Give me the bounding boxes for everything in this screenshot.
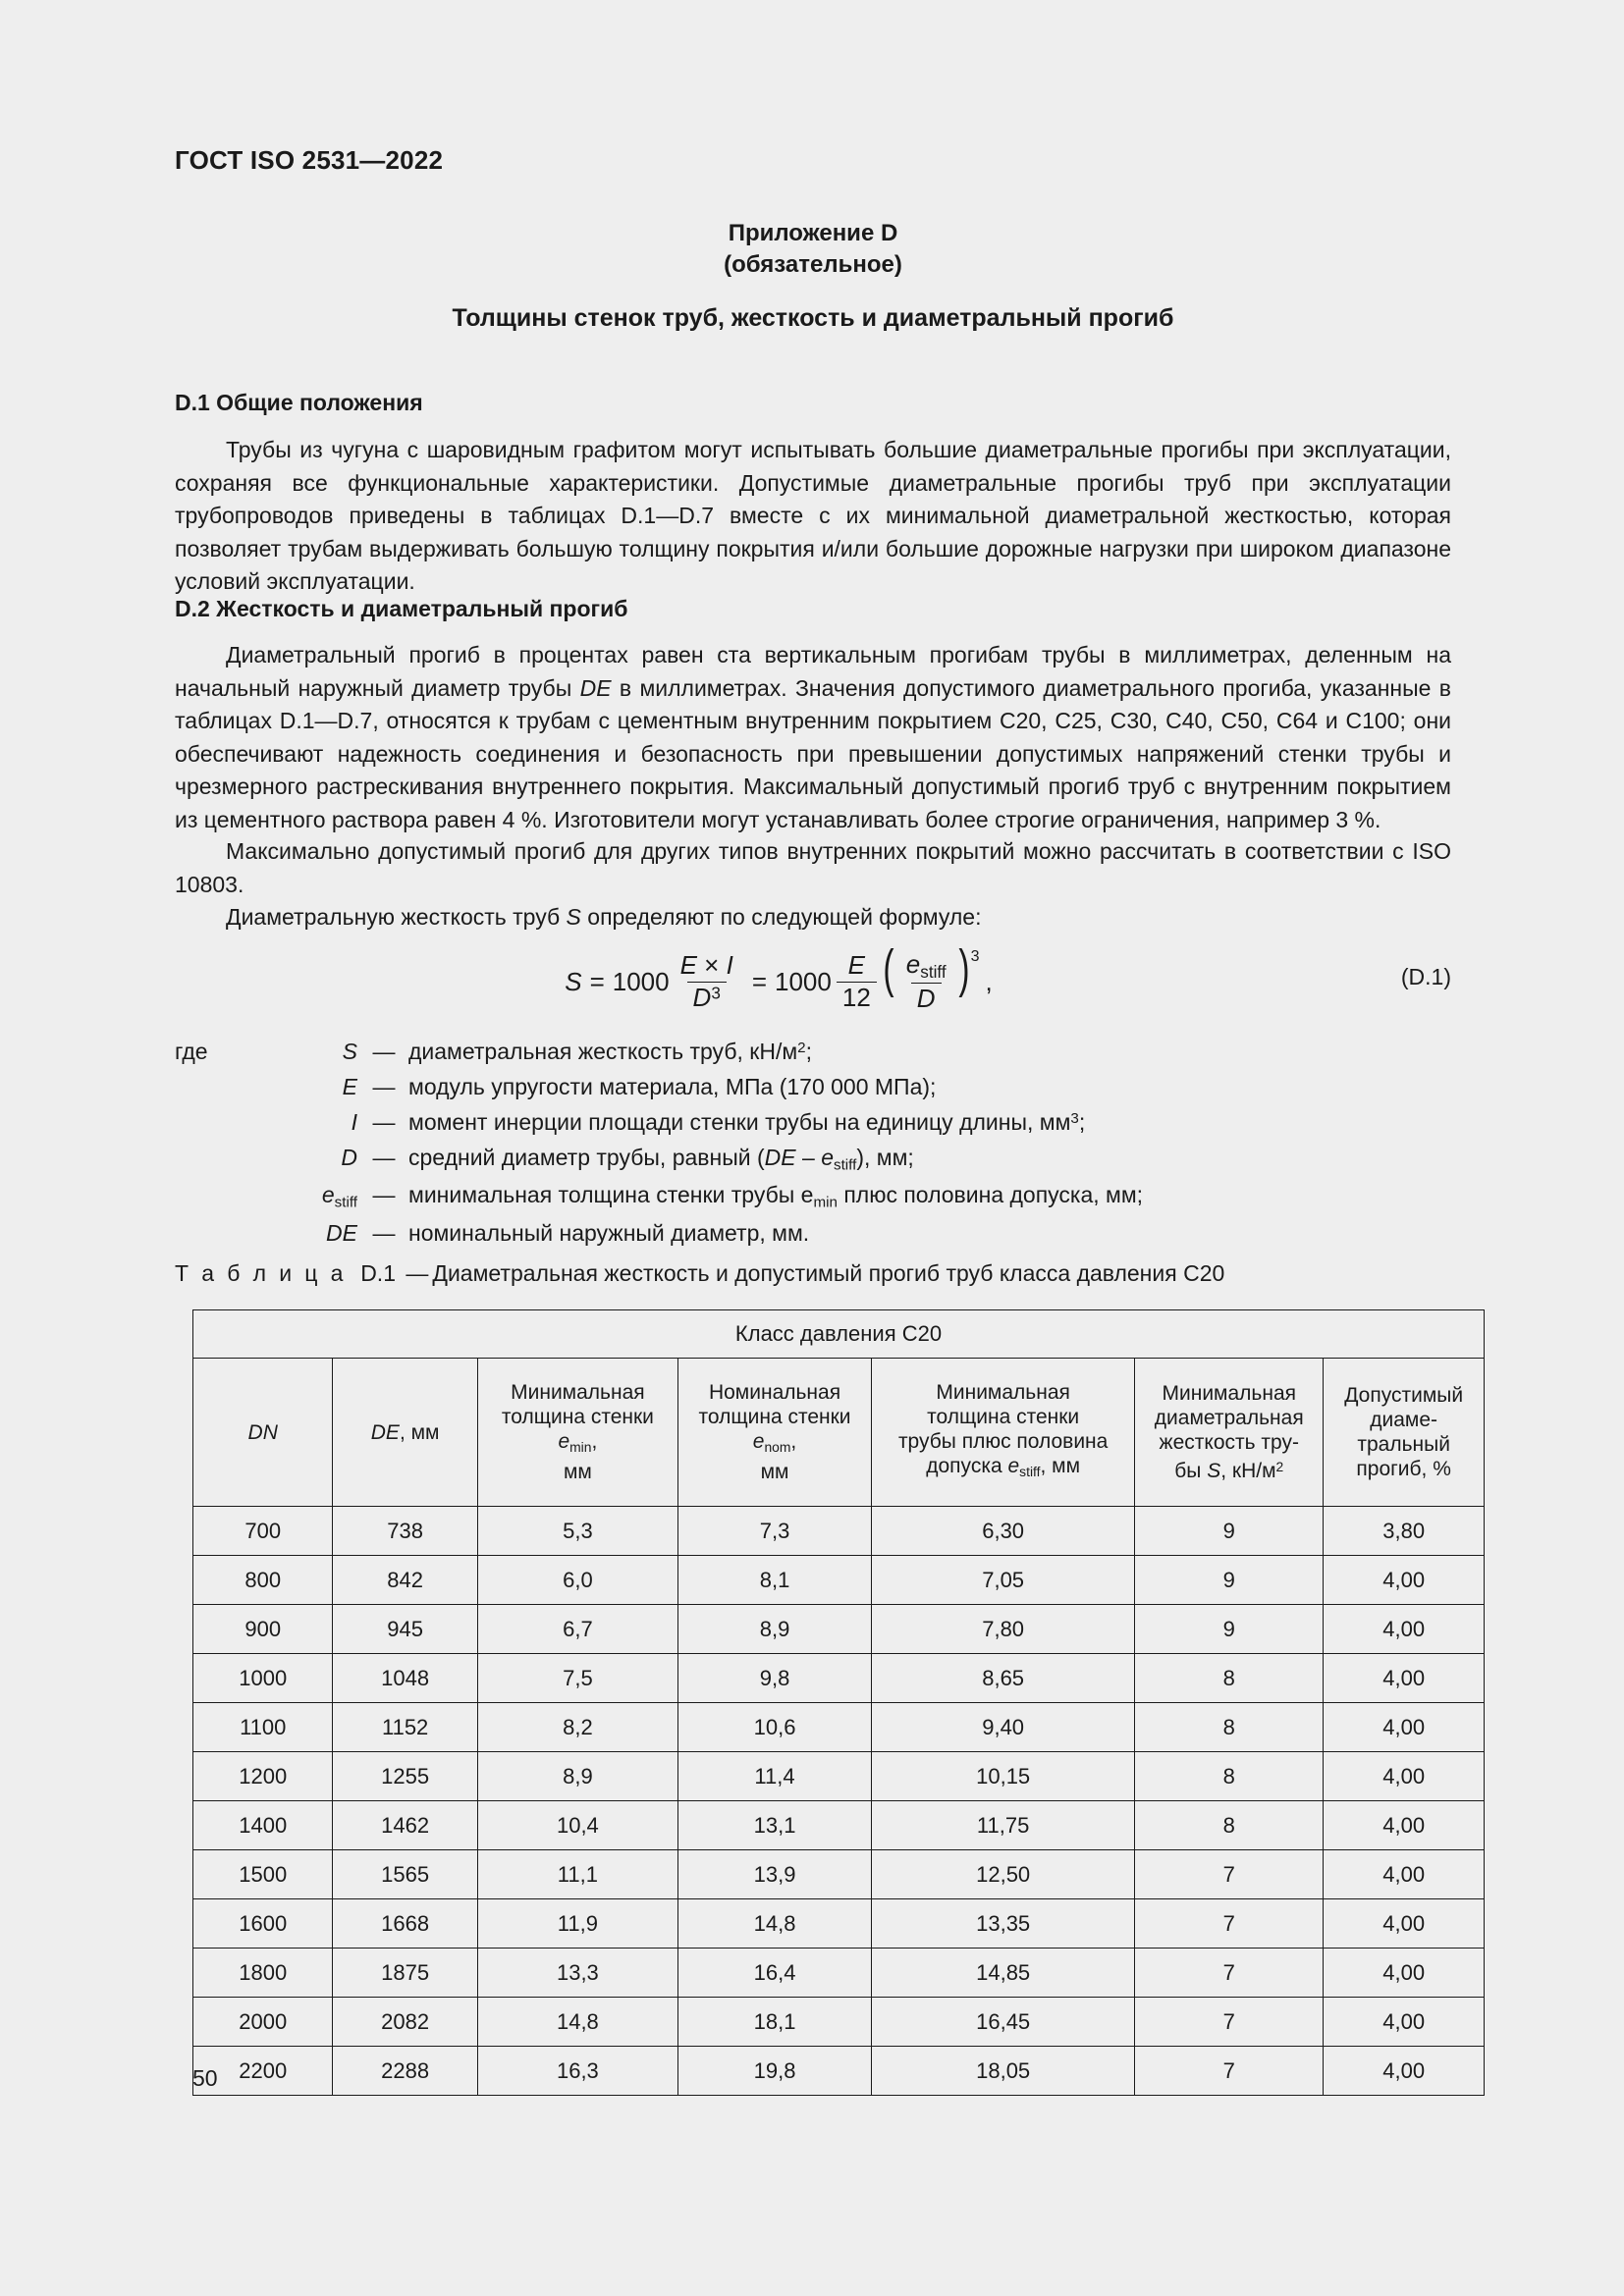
table-caption-text: Диаметральная жесткость и допустимый прогиб труб класса давления C20 — [432, 1260, 1225, 1286]
table-cell-defl: 4,00 — [1324, 1752, 1485, 1801]
where-definitions — [175, 1039, 1451, 1255]
formula-numerator-2: E — [847, 950, 865, 981]
formula-numerator-1: E × I — [679, 950, 733, 981]
table-row — [193, 1605, 1485, 1654]
table-cell-defl: 4,00 — [1324, 1949, 1485, 1998]
table-cell-s: 8 — [1135, 1654, 1324, 1703]
where-definition: модуль упругости материала, МПа (170 000 МПа); — [408, 1074, 937, 1099]
formula-denominator-1: $D^3$ — [687, 982, 727, 1012]
table-cell-emin: 10,4 — [477, 1801, 677, 1850]
table-cell-dn: 1500 — [193, 1850, 333, 1899]
table-cell-enom: 14,8 — [677, 1899, 871, 1949]
table-cell-estiff: 10,15 — [872, 1752, 1135, 1801]
table-cell-emin: 14,8 — [477, 1998, 677, 2047]
where-item — [175, 1220, 1143, 1255]
table-cell-enom: 13,1 — [677, 1801, 871, 1850]
column-header-estiff: Минимальная толщина стенки трубы плюс половина допуска $e_{stiff}$, мм — [872, 1359, 1135, 1507]
table-span-header-row — [193, 1310, 1485, 1359]
table-row — [193, 1899, 1485, 1949]
paragraph-text: Максимально допустимый прогиб для других типов внутренних покрытий можно рассчитать в соответствии с ISO 10803. — [175, 838, 1451, 897]
paragraph-d2-3: Диаметральную жесткость труб S определяют по следующей формуле: — [226, 904, 982, 930]
table-cell-defl: 4,00 — [1324, 1556, 1485, 1605]
table-cell-enom: 11,4 — [677, 1752, 871, 1801]
table-cell-s: 8 — [1135, 1801, 1324, 1850]
running-head: ГОСТ ISO 2531—2022 — [175, 145, 444, 175]
table-cell-estiff: 7,80 — [872, 1605, 1135, 1654]
table-cell-estiff: 18,05 — [872, 2047, 1135, 2096]
table-cell-defl: 4,00 — [1324, 1605, 1485, 1654]
annex-label: Приложение D — [728, 220, 898, 246]
table-cell-dn: 1000 — [193, 1654, 333, 1703]
table-cell-s: 8 — [1135, 1752, 1324, 1801]
column-header-de: DE, мм — [333, 1359, 477, 1507]
table-cell-de: 842 — [333, 1556, 477, 1605]
table-cell-estiff: 16,45 — [872, 1998, 1135, 2047]
table-cell-dn: 1600 — [193, 1899, 333, 1949]
where-definition: минимальная толщина стенки трубы $e_{min}$ плюс половина допуска, мм; — [408, 1182, 1144, 1211]
table-cell-enom: 18,1 — [677, 1998, 871, 2047]
table-cell-emin: 7,5 — [477, 1654, 677, 1703]
formula-fraction-3 — [900, 950, 952, 1013]
table-cell-dn: 2000 — [193, 1998, 333, 2047]
formula-fraction-1 — [675, 951, 739, 1011]
table-cell-emin: 6,0 — [477, 1556, 677, 1605]
table-cell-emin: 8,9 — [477, 1752, 677, 1801]
where-dash: — — [372, 1074, 396, 1099]
formula-denominator-2: 12 — [837, 982, 877, 1012]
formula-comma: , — [985, 966, 993, 996]
table-cell-s: 9 — [1135, 1556, 1324, 1605]
where-dash: — — [372, 1109, 396, 1135]
where-item — [175, 1074, 1143, 1109]
table-cell-de: 945 — [333, 1605, 477, 1654]
table-cell-defl: 4,00 — [1324, 1998, 1485, 2047]
where-label: где — [175, 1039, 208, 1064]
table-cell-estiff: 12,50 — [872, 1850, 1135, 1899]
table-cell-enom: 13,9 — [677, 1850, 871, 1899]
table-cell-enom: 9,8 — [677, 1654, 871, 1703]
table-cell-enom: 10,6 — [677, 1703, 871, 1752]
where-item — [175, 1145, 1143, 1182]
table-cell-defl: 4,00 — [1324, 1801, 1485, 1850]
formula-coef-1: 1000 — [612, 966, 670, 996]
table-row — [193, 1850, 1485, 1899]
table-cell-s: 7 — [1135, 1998, 1324, 2047]
where-dash: — — [372, 1182, 396, 1208]
where-symbol: D — [341, 1145, 357, 1170]
table-cell-dn: 700 — [193, 1507, 333, 1556]
table-row — [193, 1949, 1485, 1998]
table-cell-estiff: 8,65 — [872, 1654, 1135, 1703]
table-cell-emin: 8,2 — [477, 1703, 677, 1752]
table-d1 — [192, 1309, 1485, 2096]
where-item — [175, 1039, 1143, 1074]
annex-title: Толщины стенок труб, жесткость и диаметральный прогиб — [452, 304, 1174, 332]
table-cell-enom: 8,1 — [677, 1556, 871, 1605]
table-cell-de: 1565 — [333, 1850, 477, 1899]
table-cell-dn: 1200 — [193, 1752, 333, 1801]
table-cell-dn: 2200 — [193, 2047, 333, 2096]
table-row — [193, 1703, 1485, 1752]
left-paren-glyph: ( — [883, 939, 894, 998]
table-cell-dn: 800 — [193, 1556, 333, 1605]
table-cell-enom: 7,3 — [677, 1507, 871, 1556]
table-cell-emin: 5,3 — [477, 1507, 677, 1556]
table-cell-dn: 900 — [193, 1605, 333, 1654]
table-cell-defl: 4,00 — [1324, 1899, 1485, 1949]
table-body — [193, 1507, 1485, 2096]
where-symbol: E — [342, 1074, 357, 1099]
formula-exponent: 3 — [970, 948, 980, 965]
table-cell-de: 1255 — [333, 1752, 477, 1801]
where-dash: — — [372, 1145, 396, 1170]
table-cell-defl: 3,80 — [1324, 1507, 1485, 1556]
table-cell-estiff: 7,05 — [872, 1556, 1135, 1605]
table-row — [193, 2047, 1485, 2096]
table-row — [193, 1998, 1485, 2047]
column-header-emin: Минимальная толщина стенки $e_{min}$, мм — [477, 1359, 677, 1507]
paragraph-text: Трубы из чугуна с шаровидным графитом могут испытывать большие диаметральные прогибы при эксплуатации, сохраняя все функциональные характеристики. Допустимые диаметральные прогибы труб при эксплуатации трубопроводов приведены в таблицах D.1—D.7 вместе с их минимальной диаметральной жесткостью, которая позволяет трубам выдерживать большую толщину покрытия и/или большие дорожные нагрузки при широком диапазоне условий эксплуатации. — [175, 437, 1451, 594]
table-caption-dash: — — [406, 1260, 429, 1286]
annex-status: (обязательное) — [724, 251, 902, 278]
table-cell-defl: 4,00 — [1324, 1654, 1485, 1703]
formula-power-group — [882, 939, 980, 1013]
table-cell-de: 2288 — [333, 2047, 477, 2096]
table-cell-dn: 1800 — [193, 1949, 333, 1998]
table-caption — [175, 1260, 1224, 1287]
table-cell-estiff: 11,75 — [872, 1801, 1135, 1850]
table-cell-s: 9 — [1135, 1605, 1324, 1654]
table-cell-de: 1668 — [333, 1899, 477, 1949]
table-cell-de: 738 — [333, 1507, 477, 1556]
formula-coef-2: 1000 — [775, 966, 832, 996]
table-cell-s: 7 — [1135, 1949, 1324, 1998]
table-cell-s: 7 — [1135, 1850, 1324, 1899]
table-cell-estiff: 14,85 — [872, 1949, 1135, 1998]
where-definition: момент инерции площади стенки трубы на единицу длины, $мм^3$; — [408, 1109, 1086, 1135]
paragraph-d2-1: Диаметральный прогиб в процентах равен ста вертикальным прогибам трубы в миллиметрах, деленным на начальный наружный диаметр трубы DE в миллиметрах. Значения допустимого диаметрального прогиба, указанные в таблицах D.1—D.7, относятся к трубам с цементным внутренним покрытием C20, C25, C30, C40, C50, C64 и C100; они обеспечивают надежность соединения и безопасность при превышении допустимых напряжений стенки трубы и чрезмерного растрескивания внутреннего покрытия. Максимальный допустимый прогиб труб с внутренним покрытием из цементного раствора равен 4 %. Изготовители могут устанавливать более строгие ограничения, например 3 %. — [175, 642, 1451, 832]
paragraph-d1-1 — [175, 434, 1451, 599]
table-cell-estiff: 9,40 — [872, 1703, 1135, 1752]
table-caption-prefix: Т а б л и ц а — [175, 1260, 347, 1286]
table-cell-de: 1875 — [333, 1949, 477, 1998]
table-cell-defl: 4,00 — [1324, 1850, 1485, 1899]
table-cell-emin: 16,3 — [477, 2047, 677, 2096]
table-cell-s: 9 — [1135, 1507, 1324, 1556]
annex-heading-block — [175, 218, 1451, 281]
section-heading-d2: D.2 Жесткость и диаметральный прогиб — [175, 596, 628, 621]
formula-denominator-3: D — [911, 983, 942, 1013]
right-paren-glyph: ) — [958, 939, 970, 998]
table-cell-emin: 11,9 — [477, 1899, 677, 1949]
where-item — [175, 1182, 1143, 1219]
table-header-row — [193, 1359, 1485, 1507]
where-symbol: $e_{stiff}$ — [321, 1182, 357, 1211]
column-header-deflection: Допустимый диаме- тральный прогиб, % — [1324, 1359, 1485, 1507]
table-caption-number: D.1 — [360, 1260, 396, 1286]
equation-number: (D.1) — [1400, 964, 1451, 989]
where-definition: диаметральная жесткость труб, $кН/м^2$; — [408, 1039, 812, 1064]
table-row — [193, 1507, 1485, 1556]
table-row — [193, 1654, 1485, 1703]
formula-lhs: S — [565, 966, 582, 996]
table-row — [193, 1801, 1485, 1850]
table-cell-dn: 1100 — [193, 1703, 333, 1752]
formula-numerator-3: $e_{stiff}$ — [905, 949, 947, 982]
formula-equals-2: = — [751, 966, 768, 996]
formula-fraction-2 — [837, 951, 877, 1011]
table-cell-enom: 19,8 — [677, 2047, 871, 2096]
paragraph-d2-2 — [175, 835, 1451, 901]
table-cell-emin: 6,7 — [477, 1605, 677, 1654]
table-cell-de: 1152 — [333, 1703, 477, 1752]
page-number: 50 — [192, 2065, 218, 2091]
table-cell-emin: 13,3 — [477, 1949, 677, 1998]
table-row — [193, 1752, 1485, 1801]
where-symbol: I — [351, 1109, 357, 1135]
table-cell-defl: 4,00 — [1324, 1703, 1485, 1752]
table-cell-dn: 1400 — [193, 1801, 333, 1850]
table-cell-enom: 16,4 — [677, 1949, 871, 1998]
table-cell-defl: 4,00 — [1324, 2047, 1485, 2096]
section-heading-d1: D.1 Общие положения — [175, 390, 423, 415]
table-span-header: Класс давления C20 — [193, 1310, 1485, 1359]
table-cell-s: 7 — [1135, 1899, 1324, 1949]
table-cell-s: 8 — [1135, 1703, 1324, 1752]
table-cell-s: 7 — [1135, 2047, 1324, 2096]
where-symbol: S — [342, 1039, 357, 1064]
table-cell-estiff: 13,35 — [872, 1899, 1135, 1949]
where-dash: — — [372, 1039, 396, 1064]
column-header-enom: Номинальная толщина стенки $e_{nom}$, мм — [677, 1359, 871, 1507]
where-definition: номинальный наружный диаметр, мм. — [408, 1219, 810, 1246]
table-cell-estiff: 6,30 — [872, 1507, 1135, 1556]
table-cell-de: 2082 — [333, 1998, 477, 2047]
table-row — [193, 1556, 1485, 1605]
where-item — [175, 1109, 1143, 1145]
where-symbol: DE — [326, 1219, 357, 1246]
table-cell-de: 1462 — [333, 1801, 477, 1850]
table-cell-enom: 8,9 — [677, 1605, 871, 1654]
formula-row — [175, 939, 1451, 1031]
column-header-stiffness: Минимальная диаметральная жесткость тру- бы S, $кН/м^2$ — [1135, 1359, 1324, 1507]
table-cell-de: 1048 — [333, 1654, 477, 1703]
formula-d1 — [175, 939, 1382, 1013]
column-header-dn: DN — [193, 1359, 333, 1507]
table-cell-emin: 11,1 — [477, 1850, 677, 1899]
formula-equals: = — [589, 966, 605, 996]
where-definition: средний диаметр трубы, равный $(DE - e_{stiff})$, мм; — [408, 1145, 914, 1174]
where-dash: — — [372, 1219, 396, 1246]
